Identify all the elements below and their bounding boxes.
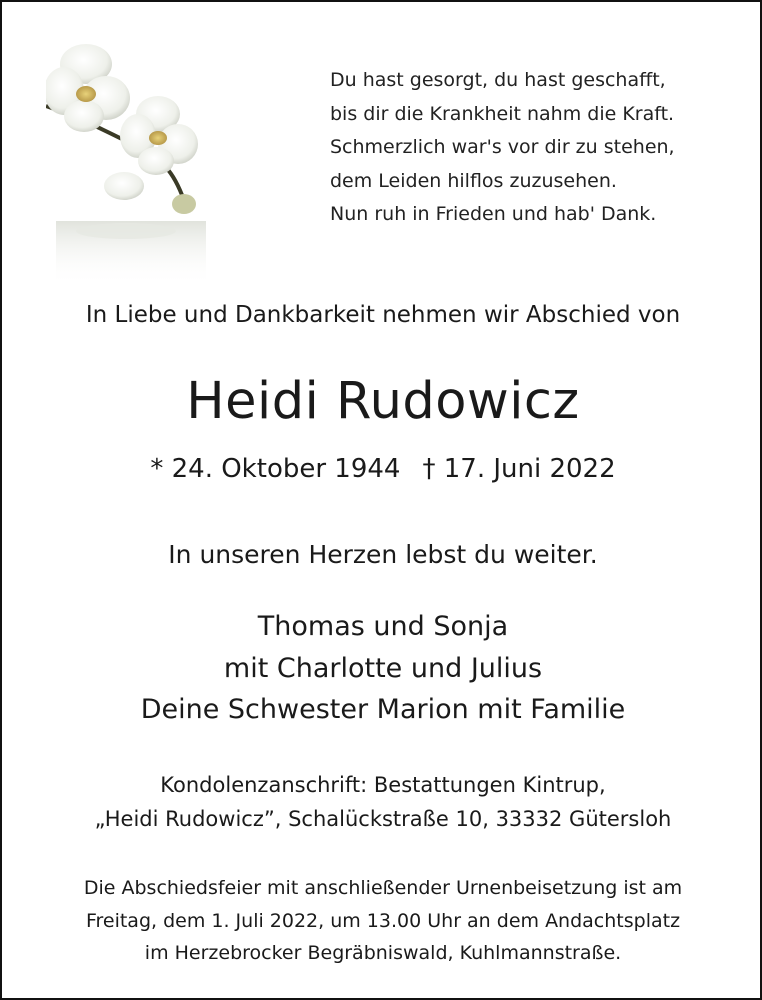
poem-line: dem Leiden hilflos zuzusehen. [330, 169, 617, 192]
orchid-image [46, 36, 216, 286]
condolence-line: Kondolenzanschrift: Bestattungen Kintrup, [160, 773, 606, 797]
poem [330, 64, 675, 232]
life-dates [2, 454, 762, 484]
poem-line: Nun ruh in Frieden und hab' Dank. [330, 203, 657, 225]
condolence-address [2, 768, 762, 836]
poem-line: bis dir die Krankheit nahm die Kraft. [330, 102, 675, 125]
birth-date: * 24. Oktober 1944 [150, 454, 401, 484]
deceased-name: Heidi Rudowicz [186, 372, 580, 431]
motto: In unseren Herzen lebst du weiter. [168, 540, 598, 569]
poem-line: Du hast gesorgt, du hast geschafft, [330, 69, 666, 91]
mourner-line: mit Charlotte und Julius [223, 652, 543, 684]
poem-line: Schmerzlich war's vor dir zu stehen, [330, 136, 675, 158]
ceremony-line: im Herzebrocker Begräbniswald, Kuhlmannstraße. [144, 942, 622, 964]
death-date: † 17. Juni 2022 [422, 454, 616, 484]
mourners [2, 606, 762, 731]
mourner-line: Thomas und Sonja [257, 611, 509, 642]
ceremony-line: Die Abschiedsfeier mit anschließender Urnenbeisetzung ist am [83, 877, 683, 899]
condolence-line: „Heidi Rudowicz”, Schalückstraße 10, 33332 Gütersloh [94, 807, 672, 831]
ceremony-info [2, 872, 762, 970]
mourner-line: Deine Schwester Marion mit Familie [140, 694, 626, 725]
ceremony-line: Freitag, dem 1. Juli 2022, um 13.00 Uhr an dem Andachtsplatz [85, 909, 681, 932]
intro-text: In Liebe und Dankbarkeit nehmen wir Abschied von [85, 302, 681, 328]
